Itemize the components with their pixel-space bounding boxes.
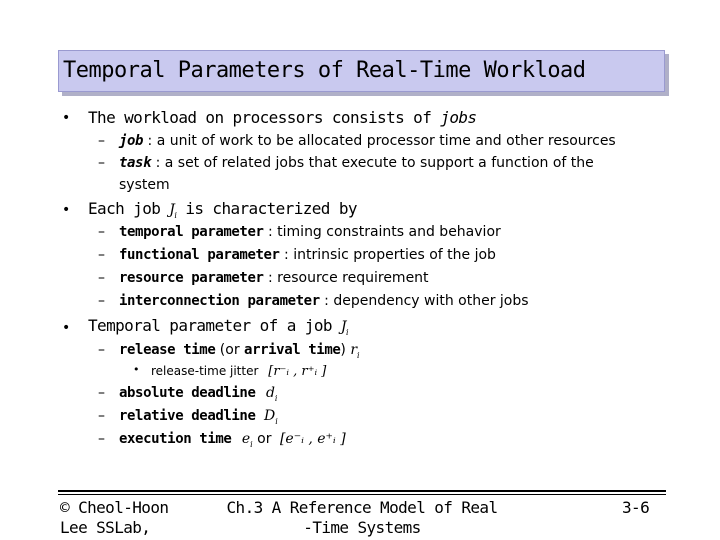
dash: – [98, 270, 105, 286]
sub-item-task [119, 155, 594, 171]
math-ri: $r_i$ [350, 342, 360, 360]
dash: – [98, 247, 105, 263]
title-box [58, 50, 665, 92]
bullet-dot: • [133, 363, 140, 376]
sub-item-interconnection: interconnection parameter : dependency with other jobs [119, 293, 529, 309]
math-ei: $e_i$ [241, 431, 253, 449]
bullet-2-text: Each job [88, 199, 170, 218]
footer-rule [58, 490, 666, 492]
sub-item-key: job [119, 133, 144, 149]
sub-item-absolute-deadline: absolute deadline $d_i$ [119, 385, 278, 403]
slide-title: Temporal Parameters of Real-Time Workload [63, 58, 586, 83]
dash: – [98, 408, 105, 424]
bullet-dot: • [62, 320, 71, 336]
math-Di: $D_i$ [263, 408, 278, 426]
sub-item-sep: : [151, 155, 165, 171]
sub-item-text: a unit of work to be allocated processor time and other resources [156, 133, 616, 149]
sub-item-job [119, 133, 616, 149]
bullet-3 [88, 316, 348, 337]
footer-page-number: 3-6 [622, 498, 650, 517]
sub-item-sep: : [143, 133, 157, 149]
sub-sub-item-jitter: release-time jitter [r⁻ᵢ , r⁺ᵢ ] [151, 364, 327, 379]
dash: – [98, 155, 105, 171]
sub-item-temporal: temporal parameter : timing constraints and behavior [119, 224, 501, 240]
dash: – [98, 342, 105, 358]
sub-item-resource: resource parameter : resource requirement [119, 270, 429, 286]
bullet-2 [88, 199, 357, 220]
footer-author: © Cheol-Hoon Lee SSLab, [60, 498, 169, 537]
sub-item-relative-deadline: relative deadline $D_i$ [119, 408, 278, 426]
math-Ji: $J_i$ [169, 202, 177, 220]
sub-item-execution-time: execution time $e_i$ or [e⁻ᵢ , e⁺ᵢ ] [119, 431, 346, 449]
sub-item-key: task [119, 155, 152, 171]
bullet-2-text-post: is characterized by [176, 199, 357, 218]
dash: – [98, 224, 105, 240]
math-exec-range: [e⁻ᵢ , e⁺ᵢ ] [279, 431, 346, 447]
bullet-1-emphasis: jobs [440, 108, 477, 127]
footer-rule-thin [58, 494, 666, 495]
bullet-dot: • [62, 202, 71, 218]
dash: – [98, 293, 105, 309]
dash: – [98, 431, 105, 447]
math-Ji: $J_i$ [340, 319, 348, 337]
dash: – [98, 385, 105, 401]
math-jitter-range: [r⁻ᵢ , r⁺ᵢ ] [268, 364, 327, 379]
footer-chapter: Ch.3 A Reference Model of Real -Time Systems [226, 498, 498, 537]
sub-item-release: release time (or arrival time) $r_i$ [119, 342, 360, 360]
math-di: $d_i$ [265, 385, 278, 403]
bullet-1-text: The workload on processors consists of [88, 108, 441, 127]
bullet-dot: • [62, 110, 71, 126]
sub-item-functional: functional parameter : intrinsic properties of the job [119, 247, 496, 263]
sub-item-text: a set of related jobs that execute to support a function of the [164, 155, 594, 171]
dash: – [98, 133, 105, 149]
sub-item-task-cont: system [119, 177, 170, 193]
bullet-1 [88, 108, 476, 127]
bullet-3-text: Temporal parameter of a job [88, 316, 341, 335]
